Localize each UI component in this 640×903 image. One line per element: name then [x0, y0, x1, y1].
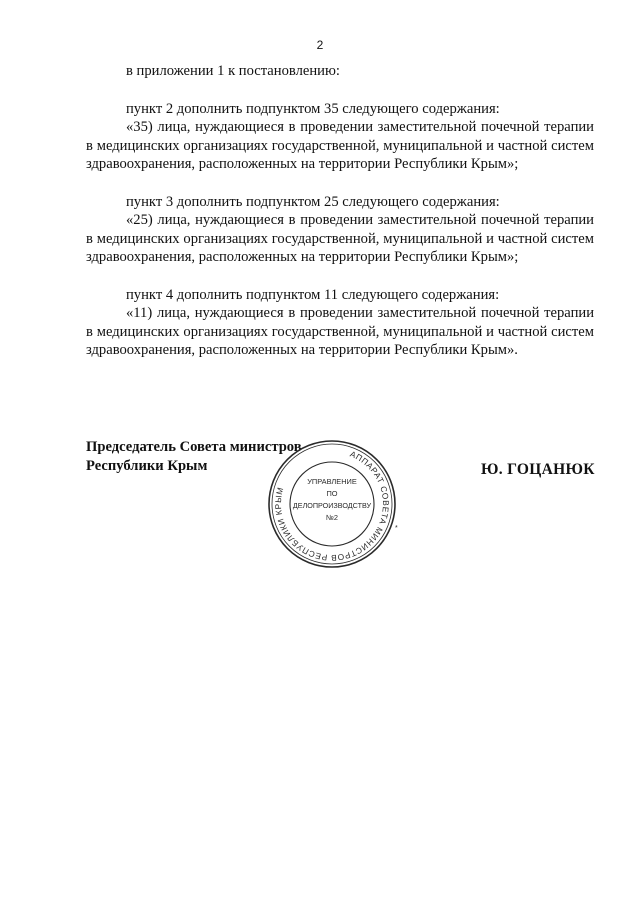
stamp-line1: УПРАВЛЕНИЕ — [307, 477, 357, 486]
page-number: 2 — [316, 38, 324, 52]
clause-3-subpoint-25: «25) лица, нуждающиеся в проведении заместительной почечной терапии в медицинских организациях государственной, муниципальной и частной систем здравоохранения, расположенных на территории Республики Крым»; — [86, 212, 594, 265]
clause-3-heading: пункт 3 дополнить подпунктом 25 следующего содержания: — [126, 193, 500, 210]
intro-paragraph: в приложении 1 к постановлению: — [126, 63, 340, 79]
clause-4-heading: пункт 4 дополнить подпунктом 11 следующего содержания: — [126, 286, 500, 303]
clause-4-subpoint-11: «11) лица, нуждающиеся в проведении заместительной почечной терапии в медицинских организациях государственной, муниципальной и частной систем здравоохранения, расположенных на территории Республики Крым». — [86, 305, 594, 358]
stamp-outer-text: АППАРАТ СОВЕТА МИНИСТРОВ РЕСПУБЛИКИ КРЫМ — [272, 448, 392, 564]
svg-text:*: * — [395, 525, 398, 532]
signatory-name: Ю. ГОЦАНЮК — [481, 461, 595, 478]
clause-2-heading: пункт 2 дополнить подпунктом 35 следующего содержания: — [126, 100, 500, 117]
clause-2-subpoint-35: «35) лица, нуждающиеся в проведении заместительной почечной терапии в медицинских организациях государственной, муниципальной и частной систем здравоохранения, расположенных на территории Республики Крым»; — [86, 119, 594, 172]
document-body — [86, 62, 594, 360]
stamp-line3: ДЕЛОПРОИЗВОДСТВУ — [292, 501, 372, 510]
signatory-title-line2: Республики Крым — [86, 457, 208, 474]
stamp-line4: №2 — [325, 513, 339, 522]
stamp-seal-icon — [266, 438, 398, 570]
signatory-title-line1: Председатель Совета министров — [86, 439, 302, 455]
official-stamp — [266, 438, 398, 570]
stamp-line2: ПО — [326, 489, 338, 498]
